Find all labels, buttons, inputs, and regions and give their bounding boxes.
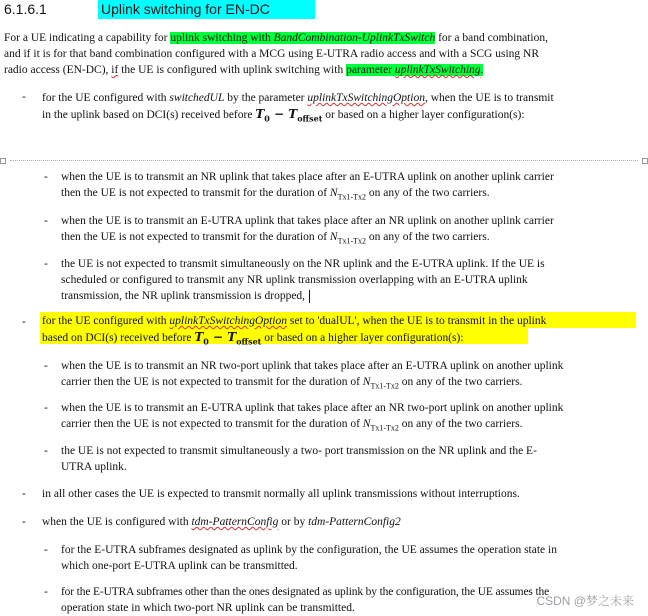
- bullet-dash: -: [44, 544, 48, 556]
- intro-line-2: and if it is for that band combination configured with a MCG using E-UTRA radio access and with a SCG using NR: [4, 48, 539, 60]
- bullet1-line-2: in the uplink based on DCI(s) received before $T_0 - T_{offset}$ or based on a higher layer configuration(s):: [42, 107, 525, 124]
- sub7-line-1: for the E-UTRA subframes designated as uplink by the configuration, the UE assumes the operation state in: [61, 544, 557, 556]
- sub8-line-2: operation state in which two-port NR uplink can be transmitted.: [61, 602, 355, 614]
- sub3-line-2: scheduled or configured to transmit any NR uplink transmission overlapping with an E-UTRA uplink: [61, 274, 528, 286]
- sub5-line-2: carrier then the UE is not expected to transmit for the duration of $N_{Tx1-Tx2}$ on any of the two carriers.: [61, 418, 523, 433]
- bullet-dash: -: [44, 215, 48, 227]
- sub1-line-1: when the UE is to transmit an NR uplink that takes place after an E-UTRA uplink on another uplink carrier: [61, 171, 554, 183]
- sub6-line-2: UTRA uplink.: [61, 461, 127, 473]
- sub4-line-1: when the UE is to transmit an NR two-port uplink that takes place after an E-UTRA uplink on another uplink: [61, 360, 564, 372]
- bullet-dash: -: [44, 258, 48, 270]
- text-cursor: [309, 290, 310, 303]
- sub2-line-1: when the UE is to transmit an E-UTRA uplink that takes place after an NR uplink on another uplink carrier: [61, 215, 554, 227]
- bullet-dash: -: [44, 402, 48, 414]
- bullet1-line-1: for the UE configured with switchedUL by the parameter uplinkTxSwitchingOption, when the UE is to transmit: [42, 92, 554, 104]
- bullet-dash: -: [44, 586, 48, 598]
- sub6-line-1: the UE is not expected to transmit simultaneously a two- port transmission on the NR uplink and the E-: [61, 445, 537, 457]
- bullet-dash: -: [22, 316, 26, 328]
- sub3-line-1: the UE is not expected to transmit simultaneously on the NR uplink and the E-UTRA uplink. If the UE is: [61, 258, 545, 270]
- highlight-parameter: parameter uplinkTxSwitching.: [346, 64, 484, 76]
- bullet-dash: -: [44, 171, 48, 183]
- page-separator: [0, 158, 648, 162]
- highlight-capability: uplink switching with BandCombination-UplinkTxSwitch: [170, 32, 436, 44]
- bullet-dash: -: [22, 516, 26, 528]
- bullet-dash: -: [44, 360, 48, 372]
- section-number: 6.1.6.1: [4, 1, 47, 17]
- sub5-line-1: when the UE is to transmit an E-UTRA uplink that takes place after an NR two-port uplink on another uplink: [61, 402, 564, 414]
- t0-minus-toffset: $T_0 - T_{offset}$: [255, 107, 323, 124]
- sub4-line-2: carrier then the UE is not expected to transmit for the duration of $N_{Tx1-Tx2}$ on any of the two carriers.: [61, 376, 523, 391]
- sub8-line-1: for the E-UTRA subframes other than the ones designated as uplink by the configuration, the UE assumes the: [61, 586, 550, 598]
- sub1-line-2: then the UE is not expected to transmit for the duration of $N_{Tx1-Tx2}$ on any of the two carriers.: [61, 187, 490, 202]
- bullet-dash: -: [44, 445, 48, 457]
- intro-line-1: For a UE indicating a capability for uplink switching with BandCombination-UplinkTxSwitch for a band combination,: [4, 32, 548, 44]
- bullet4-line: when the UE is configured with tdm-PatternConfig or by tdm-PatternConfig2: [42, 516, 401, 528]
- sub7-line-2: which one-port E-UTRA uplink can be transmitted.: [61, 560, 298, 572]
- t0-minus-toffset: $T_0 - T_{offset}$: [194, 330, 262, 347]
- intro-line-3: radio access (EN-DC), if the UE is configured with uplink switching with parameter uplinkTxSwitching.: [4, 64, 484, 76]
- sub3-line-3: transmission, the NR uplink transmission is dropped,: [61, 288, 310, 304]
- sub2-line-2: then the UE is not expected to transmit for the duration of $N_{Tx1-Tx2}$ on any of the two carriers.: [61, 231, 490, 246]
- section-title: Uplink switching for EN-DC: [98, 0, 315, 19]
- bullet3-line: in all other cases the UE is expected to transmit normally all uplink transmissions without interruptions.: [42, 488, 520, 500]
- bullet2-line-2: based on DCI(s) received before $T_0 - T_{offset}$ or based on a higher layer configuration(s):: [42, 330, 464, 347]
- watermark: CSDN @梦之未来: [536, 594, 634, 608]
- bullet2-line-1: for the UE configured with uplinkTxSwitchingOption set to 'dualUL', when the UE is to transmit in the uplink: [42, 315, 547, 327]
- bullet-dash: -: [22, 488, 26, 500]
- bullet-dash: -: [22, 91, 26, 103]
